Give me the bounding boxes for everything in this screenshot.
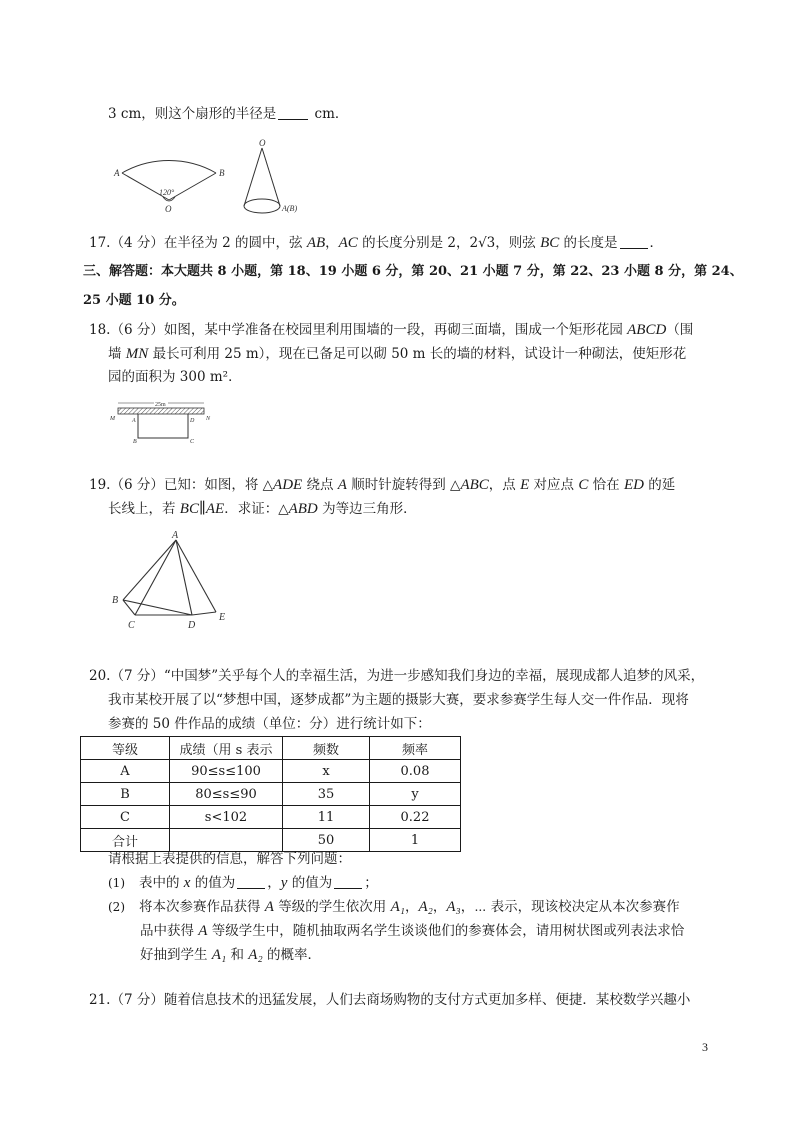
table-row: 合计 50 1 bbox=[81, 829, 461, 852]
label-a: A bbox=[132, 418, 136, 424]
answer-blank bbox=[334, 874, 362, 889]
question-19-line1: 19.（6 分）已知：如图，将 △ADE 绕点 A 顺时针旋转得到 △ABC，点 E 对应点 C 恰在 ED 的延 bbox=[89, 477, 676, 493]
label-25m: 25m bbox=[155, 402, 166, 408]
label-m: M bbox=[110, 416, 115, 422]
garden-figure bbox=[110, 398, 210, 444]
table-header-row: 等级 成绩（用 s 表示 频数 频率 bbox=[81, 737, 461, 760]
question-20-part2-line2: 品中获得 A 等级学生中，随机抽取两名学生谈谈他们的参赛体会，请用树状图或列表法求恰 bbox=[140, 923, 685, 939]
question-18-line3: 园的面积为 300 m²． bbox=[108, 369, 242, 385]
answer-blank bbox=[278, 105, 308, 120]
label-o: O bbox=[165, 204, 172, 214]
label-n: N bbox=[206, 416, 211, 422]
label-d: D bbox=[188, 620, 196, 631]
question-18-line2: 墙 MN 最长可利用 25 m），现在已备足可以砌 50 m 长的墙的材料，试设计一种砌法，使矩形花 bbox=[108, 346, 687, 362]
label-b: B bbox=[112, 595, 119, 606]
label-b: B bbox=[133, 439, 137, 445]
score-table bbox=[80, 736, 461, 852]
label-c: C bbox=[190, 439, 195, 445]
question-20-line3: 参赛的 50 件作品的成绩（单位：分）进行统计如下： bbox=[108, 716, 431, 732]
question-20-part2-line3: 好抽到学生 A₁ 和 A₂ 的概率． bbox=[140, 947, 321, 963]
question-20-intro: 请根据上表提供的信息，解答下列问题： bbox=[108, 851, 351, 867]
label-c: C bbox=[128, 620, 135, 631]
label-ab: A(B) bbox=[282, 204, 298, 213]
page-number: 3 bbox=[702, 1040, 708, 1054]
question-17: 17.（4 分）在半径为 2 的圆中，弦 AB，AC 的长度分别是 2，2√3，则弦 BC 的长度是 ． bbox=[89, 235, 664, 251]
label-e: E bbox=[219, 612, 226, 623]
triangle-figure bbox=[108, 530, 233, 634]
label-b: B bbox=[219, 168, 225, 178]
section-heading-cont: 25 小题 10 分。 bbox=[83, 293, 185, 308]
label-angle: 120° bbox=[159, 188, 175, 197]
question-18-line1: 18.（6 分）如图，某中学准备在校园里利用围墙的一段，再砌三面墙，围成一个矩形花园 ABCD（围 bbox=[89, 322, 694, 338]
question-21-line1: 21.（7 分）随着信息技术的迅猛发展，人们去商场购物的支付方式更加多样、便捷．某校数学兴趣小 bbox=[89, 992, 691, 1008]
table-row: C s<102 11 0.22 bbox=[81, 806, 461, 829]
cone-figure bbox=[240, 138, 310, 220]
label-cone-o: O bbox=[259, 138, 266, 148]
label-a: A bbox=[172, 530, 179, 541]
question-19-line2: 长线上，若 BC∥AE．求证：△ABD 为等边三角形． bbox=[108, 501, 417, 517]
label-d: D bbox=[190, 418, 195, 424]
q16-tail: 3 cm，则这个扇形的半径是 cm． bbox=[108, 106, 349, 122]
label-a: A bbox=[114, 168, 120, 178]
question-20-part2-line1: (2) 将本次参赛作品获得 A 等级的学生依次用 A₁，A₂，A₃，⋯ 表示，现该校决定从本次参赛作 bbox=[108, 899, 680, 915]
sector-figure bbox=[112, 133, 232, 215]
table-row: B 80≤s≤90 35 y bbox=[81, 783, 461, 806]
answer-blank bbox=[237, 874, 265, 889]
question-20-line2: 我市某校开展了以“梦想中国，逐梦成都”为主题的摄影大赛，要求参赛学生每人交一件作品．现将 bbox=[108, 692, 689, 708]
table-row: A 90≤s≤100 x 0.08 bbox=[81, 760, 461, 783]
answer-blank bbox=[620, 234, 648, 249]
question-20-line1: 20.（7 分）“中国梦”关乎每个人的幸福生活，为进一步感知我们身边的幸福，展现成都人追梦的风采， bbox=[89, 668, 705, 684]
section-heading: 三、解答题：本大题共 8 小题，第 18、19 小题 6 分，第 20、21 小题 7 分，第 22、23 小题 8 分，第 24、 bbox=[83, 264, 743, 279]
question-20-part1: (1) 表中的 x 的值为 ，y 的值为 ； bbox=[108, 875, 378, 891]
